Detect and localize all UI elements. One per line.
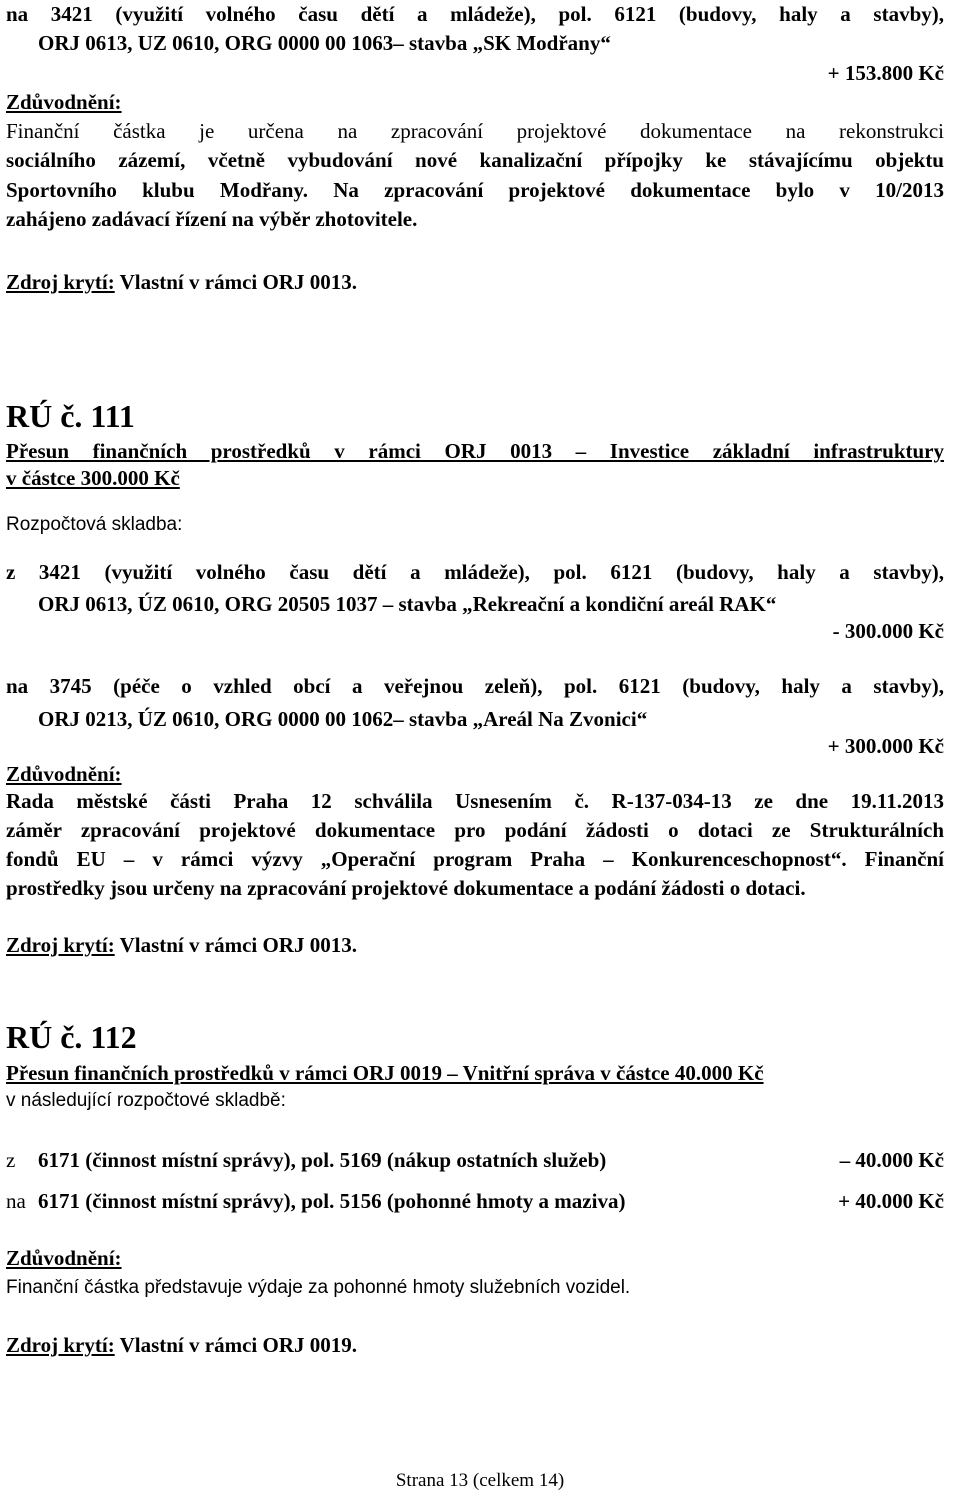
- funding-source-label: Zdroj krytí:: [6, 1333, 115, 1357]
- budget-row-prefix: z: [6, 1148, 16, 1172]
- justification-text: prostředky jsou určeny na zpracování projektové dokumentace a podání žádosti o dotaci.: [6, 876, 806, 900]
- justification-text: Rada městské části Praha 12 schválila Usnesením č. R-137-034-13 ze dne 19.11.2013: [6, 789, 944, 813]
- budget-line-to-2: ORJ 0213, ÚZ 0610, ORG 0000 00 1062– stavba „Areál Na Zvonici“: [38, 707, 648, 731]
- budget-line-to-2: ORJ 0613, UZ 0610, ORG 0000 00 1063– stavba „SK Modřany“: [38, 31, 611, 55]
- funding-source-value: Vlastní v rámci ORJ 0013.: [114, 933, 357, 957]
- justification-text: Finanční částka představuje výdaje za pohonné hmoty služebních vozidel.: [6, 1277, 631, 1298]
- justification-text: fondů EU – v rámci výzvy „Operační program Praha – Konkurenceschopnost“. Finanční: [6, 847, 944, 871]
- budget-line-from-2: ORJ 0613, ÚZ 0610, ORG 20505 1037 – stavba „Rekreační a kondiční areál RAK“: [38, 592, 777, 616]
- justification-label: Zdůvodnění:: [6, 90, 122, 114]
- budget-row: [6, 1148, 944, 1172]
- amount: + 300.000 Kč: [827, 734, 944, 758]
- section-title: Přesun finančních prostředků v rámci ORJ 0013 – Investice základní infrastruktury: [6, 439, 944, 463]
- budget-row-amount: – 40.000 Kč: [839, 1148, 944, 1172]
- justification-text: Finanční částka je určena na zpracování projektové dokumentace na rekonstrukci: [6, 119, 944, 143]
- section-heading: RÚ č. 111: [6, 398, 135, 434]
- budget-row-prefix: na: [6, 1189, 26, 1213]
- page-footer: Strana 13 (celkem 14): [395, 1470, 565, 1491]
- section-heading: RÚ č. 112: [6, 1019, 137, 1055]
- funding-source: [6, 1333, 944, 1357]
- budget-line-to-1: na 3745 (péče o vzhled obcí a veřejnou zeleň), pol. 6121 (budovy, haly a stavby),: [6, 674, 944, 698]
- budget-structure-label: Rozpočtová skladba:: [6, 514, 183, 535]
- budget-row-amount: + 40.000 Kč: [838, 1189, 944, 1213]
- funding-source-label: Zdroj krytí:: [6, 270, 115, 294]
- section-title: Přesun finančních prostředků v rámci ORJ 0019 – Vnitřní správa v částce 40.000 Kč: [6, 1061, 764, 1085]
- justification-label: Zdůvodnění:: [6, 1246, 122, 1270]
- justification-text: záměr zpracování projektové dokumentace pro podání žádosti o dotaci ze Strukturálních: [6, 818, 944, 842]
- budget-row-text: 6171 (činnost místní správy), pol. 5156 (pohonné hmoty a maziva): [38, 1189, 626, 1213]
- funding-source-value: Vlastní v rámci ORJ 0019.: [114, 1333, 357, 1357]
- budget-line-from-1: z 3421 (využití volného času dětí a mládeže), pol. 6121 (budovy, haly a stavby),: [6, 560, 944, 584]
- budget-row: [6, 1189, 944, 1213]
- funding-source-value: Vlastní v rámci ORJ 0013.: [114, 270, 357, 294]
- funding-source: [6, 270, 944, 294]
- amount: + 153.800 Kč: [827, 61, 944, 85]
- justification-text: sociálního zázemí, včetně vybudování nové kanalizační přípojky ke stávajícímu objektu: [6, 148, 944, 172]
- funding-source: [6, 933, 944, 957]
- budget-structure-label: v následující rozpočtové skladbě:: [6, 1090, 286, 1111]
- justification-text: zahájeno zadávací řízení na výběr zhotovitele.: [6, 207, 418, 231]
- justification-label: Zdůvodnění:: [6, 762, 122, 786]
- budget-row-text: 6171 (činnost místní správy), pol. 5169 (nákup ostatních služeb): [38, 1148, 607, 1172]
- section-title: v částce 300.000 Kč: [6, 466, 180, 490]
- justification-text: Sportovního klubu Modřany. Na zpracování projektové dokumentace bylo v 10/2013: [6, 178, 944, 202]
- funding-source-label: Zdroj krytí:: [6, 933, 115, 957]
- amount: - 300.000 Kč: [832, 619, 944, 643]
- budget-line-to-1: na 3421 (využití volného času dětí a mládeže), pol. 6121 (budovy, haly a stavby),: [6, 2, 944, 26]
